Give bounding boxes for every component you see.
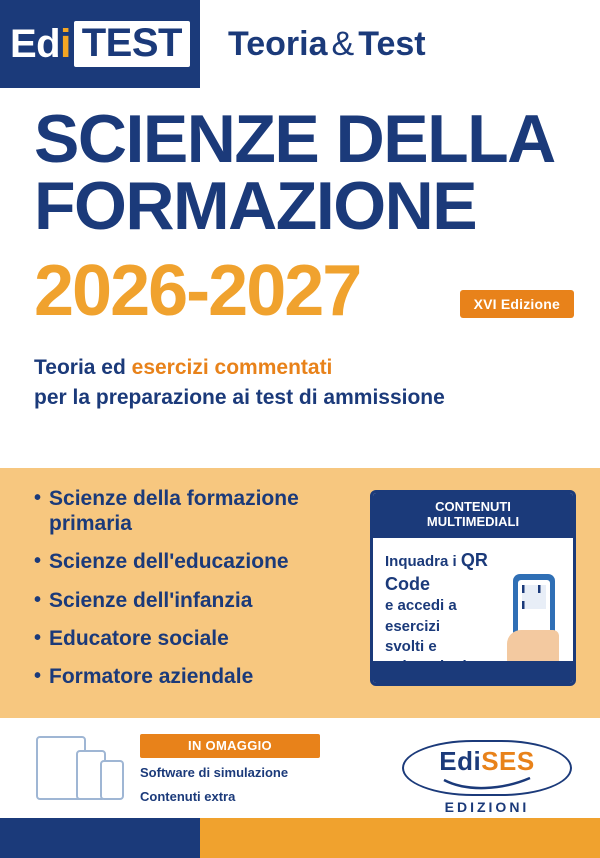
smartphone-icon [507, 574, 565, 670]
list-item-label: Scienze della formazione primaria [49, 487, 299, 536]
subtitle-row1-plain: Teoria ed [34, 356, 132, 380]
bullet-dot-icon: • [34, 550, 42, 573]
list-item [34, 549, 364, 574]
publisher-subtitle: EDIZIONI [444, 799, 530, 815]
list-item-label: Scienze dell'infanzia [49, 588, 253, 612]
list-item-label: Formatore aziendale [49, 664, 254, 688]
qr-promo-footer-bar [373, 661, 573, 683]
title-area [0, 88, 600, 468]
header-subtitle [228, 0, 426, 88]
bonus-block [140, 734, 320, 805]
page-title [34, 101, 566, 244]
editest-logo [0, 0, 200, 88]
qr-promo-header-line2: MULTIMEDIALI [426, 513, 520, 529]
qr-promo-header [373, 493, 573, 538]
qr-promo-line1 [385, 548, 505, 597]
bullet-dot-icon: • [34, 664, 42, 687]
cover-header [0, 0, 600, 88]
status-badge: IN OMAGGIO [140, 734, 320, 758]
bonus-line2: Contenuti extra [140, 788, 236, 804]
publisher-logo [402, 740, 572, 815]
subtitle-block [34, 353, 566, 412]
list-item [34, 664, 364, 689]
bullet-dot-icon: • [34, 588, 42, 611]
logo-ed-text: Ed [10, 22, 61, 66]
qr-promo-body [373, 538, 573, 666]
small-phone-icon [100, 760, 124, 800]
bonus-line1: Software di simulazione [140, 765, 289, 780]
subtitle-row1-highlight: esercizi commentati [131, 356, 333, 380]
publisher-oval [402, 740, 572, 796]
content-panel [0, 468, 600, 718]
qr-promo-line1-pre: Inquadra i [385, 552, 461, 570]
qr-promo-line1-big: QR Code [385, 549, 488, 595]
publisher-name-a: Edi [439, 746, 482, 776]
header-title-left: Teoria [228, 24, 328, 63]
list-item [34, 626, 364, 651]
publisher-name [404, 748, 570, 774]
logo-i-text: i [60, 22, 71, 66]
logo-text [10, 21, 190, 67]
bottom-band [0, 718, 600, 818]
list-item [34, 486, 364, 536]
footer-blue-block [0, 818, 200, 858]
list-item-label: Educatore sociale [49, 626, 229, 650]
swoosh-icon [442, 776, 532, 790]
qr-promo-line3: svolti e [385, 637, 437, 655]
qr-promo-box [370, 490, 576, 686]
publisher-name-b: SES [481, 746, 535, 776]
qr-code-icon [522, 585, 546, 609]
edition-badge: XVI Edizione [460, 290, 574, 318]
bullet-dot-icon: • [34, 626, 42, 649]
list-item [34, 588, 364, 613]
subtitle-row2: per la preparazione ai test di ammissione [34, 385, 445, 409]
footer-strip [0, 818, 600, 858]
qr-promo-header-line1: CONTENUTI [435, 499, 511, 514]
bullet-dot-icon: • [34, 487, 42, 509]
page-title-line2: FORMAZIONE [34, 167, 477, 244]
logo-test-text: TEST [74, 21, 190, 67]
topics-list [34, 486, 364, 702]
qr-promo-line2: e accedi a esercizi [385, 597, 457, 635]
header-title-amp: & [331, 24, 355, 63]
page-title-line1: SCIENZE DELLA [34, 101, 555, 177]
devices-icon [36, 736, 126, 800]
edition-years: 2026-2027 [34, 251, 361, 332]
subtitle-row1 [34, 353, 566, 382]
header-title-right: Test [358, 24, 426, 63]
list-item-label: Scienze dell'educazione [49, 550, 289, 574]
